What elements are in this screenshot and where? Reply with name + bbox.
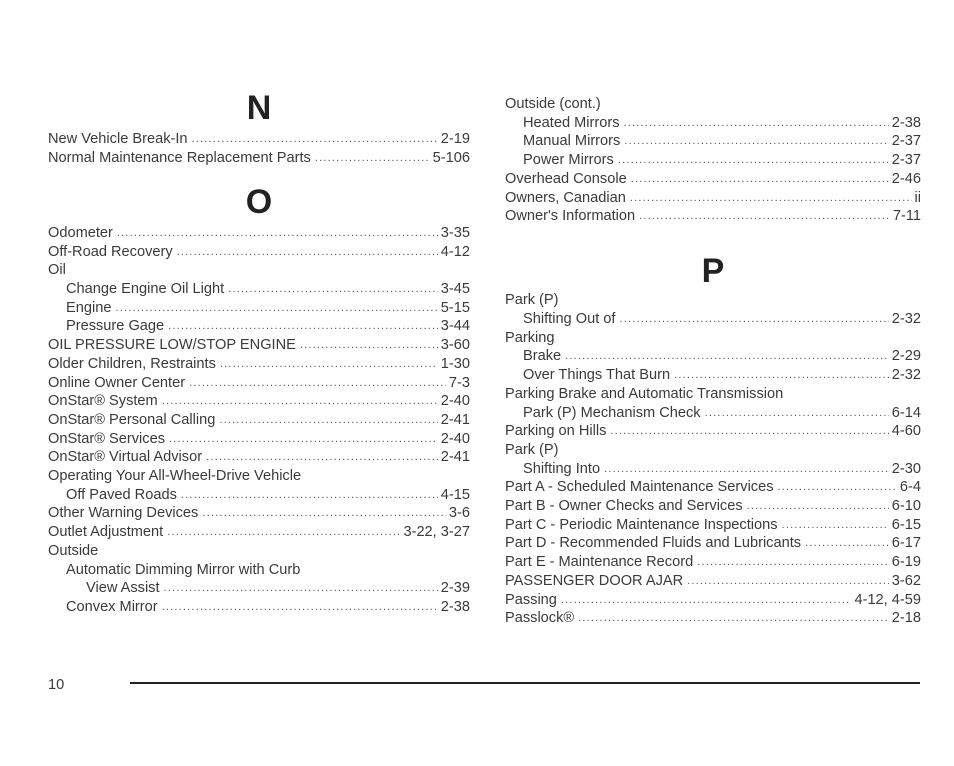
entry-label: Overhead Console — [505, 170, 627, 187]
index-entry — [48, 374, 470, 393]
index-entry — [505, 516, 921, 535]
index-entry — [505, 441, 921, 460]
dot-leader — [181, 486, 438, 505]
entry-page-ref: 2-37 — [891, 133, 921, 150]
entry-page-ref: 2-41 — [440, 449, 470, 466]
entry-label: Part C - Periodic Maintenance Inspections — [505, 516, 778, 533]
index-entry — [48, 598, 470, 617]
entry-page-ref: 2-39 — [440, 580, 470, 597]
index-entry — [48, 149, 470, 168]
index-entry — [505, 572, 921, 591]
index-entry — [48, 355, 470, 374]
dot-leader — [624, 114, 889, 133]
entry-page-ref: 6-15 — [891, 516, 921, 533]
entry-label: Parking on Hills — [505, 423, 607, 440]
entry-label: Park (P) — [505, 292, 559, 309]
index-entry — [505, 534, 921, 553]
entry-label: Engine — [66, 299, 112, 316]
index-entry — [48, 392, 470, 411]
dot-leader — [162, 392, 438, 411]
entry-label: Automatic Dimming Mirror with Curb — [66, 561, 301, 578]
dot-leader — [610, 422, 888, 441]
entry-label: OnStar® Personal Calling — [48, 411, 216, 428]
dot-leader — [115, 299, 437, 318]
section-letter-heading: N — [246, 89, 272, 127]
entry-label: Convex Mirror — [66, 598, 158, 615]
entry-label: Part D - Recommended Fluids and Lubricants — [505, 535, 802, 552]
entry-label: Part A - Scheduled Maintenance Services — [505, 479, 774, 496]
entry-label: Heated Mirrors — [523, 114, 620, 131]
dot-leader — [747, 497, 889, 516]
dot-leader — [177, 243, 438, 262]
index-entry — [505, 95, 921, 114]
entry-page-ref: 7-3 — [448, 374, 470, 391]
dot-leader — [300, 336, 438, 355]
entry-page-ref: 4-12 — [440, 243, 470, 260]
entry-page-ref: 2-40 — [440, 393, 470, 410]
dot-leader — [202, 504, 446, 523]
footer-rule — [130, 682, 920, 684]
entry-page-ref: 4-15 — [440, 486, 470, 503]
dot-leader — [630, 189, 912, 208]
entry-label: Operating Your All-Wheel-Drive Vehicle — [48, 468, 302, 484]
entry-page-ref: 3-22, 3-27 — [403, 524, 470, 541]
index-entry — [48, 243, 470, 262]
dot-leader — [697, 553, 889, 572]
entry-page-ref: 2-46 — [891, 170, 921, 187]
entry-label: View Assist — [86, 580, 160, 597]
index-entry — [505, 114, 921, 133]
section-letter-heading: O — [245, 182, 273, 221]
dot-leader — [219, 411, 437, 430]
dot-leader — [604, 460, 889, 479]
dot-leader — [618, 151, 889, 170]
index-entry — [48, 261, 470, 280]
entry-page-ref: 2-18 — [891, 610, 921, 627]
section-letter-heading: P — [701, 251, 725, 290]
entry-page-ref: 7-11 — [892, 208, 921, 225]
page-number: 10 — [48, 677, 65, 693]
index-entry — [505, 609, 921, 628]
entry-label: Power Mirrors — [523, 152, 614, 169]
entry-page-ref: 2-30 — [891, 460, 921, 477]
index-entry — [505, 170, 921, 189]
index-entry — [505, 366, 921, 385]
entry-label: Manual Mirrors — [523, 133, 621, 150]
entry-label: Older Children, Restraints — [48, 355, 216, 372]
index-entry — [48, 579, 470, 598]
index-entry — [48, 467, 470, 486]
entry-label: Owner's Information — [505, 208, 636, 225]
entry-label: Shifting Into — [523, 460, 601, 477]
index-entry — [505, 329, 921, 348]
dot-leader — [192, 130, 438, 149]
index-entry — [505, 291, 921, 310]
entry-label: Park (P) Mechanism Check — [523, 404, 701, 421]
index-entry — [48, 448, 470, 467]
index-entry — [505, 151, 921, 170]
entry-label: Park (P) — [505, 441, 559, 458]
entry-label: Passlock® — [505, 610, 575, 627]
entry-page-ref: 2-38 — [440, 598, 470, 615]
index-entry — [505, 189, 921, 208]
entry-label: Owners, Canadian — [505, 189, 626, 206]
entry-page-ref: 2-41 — [440, 411, 470, 428]
entry-label: Change Engine Oil Light — [66, 281, 225, 297]
entry-page-ref: 6-17 — [891, 535, 921, 552]
dot-leader — [228, 280, 438, 299]
index-entry — [48, 523, 470, 542]
index-entry — [505, 207, 921, 226]
entry-label: Part B - Owner Checks and Services — [505, 498, 743, 515]
dot-leader — [220, 355, 438, 374]
index-entry — [48, 504, 470, 523]
entry-label: Shifting Out of — [523, 311, 616, 328]
entry-label: OnStar® Virtual Advisor — [48, 449, 203, 466]
index-entry — [48, 299, 470, 318]
entry-page-ref: 2-32 — [891, 367, 921, 384]
entry-label: Outlet Adjustment — [48, 524, 164, 541]
entry-page-ref: 2-38 — [891, 114, 921, 131]
dot-leader — [561, 591, 852, 610]
entry-page-ref: 4-60 — [891, 423, 921, 440]
dot-leader — [117, 224, 438, 243]
entry-page-ref: 3-6 — [448, 505, 470, 522]
entry-label: Parking Brake and Automatic Transmission — [505, 385, 784, 402]
entry-label: OIL PRESSURE LOW/STOP ENGINE — [48, 337, 296, 354]
entry-label: Normal Maintenance Replacement Parts — [48, 150, 311, 167]
entry-label: Off-Road Recovery — [48, 243, 173, 260]
index-entry — [48, 542, 470, 561]
entry-page-ref: 6-14 — [891, 404, 921, 421]
entry-label: PASSENGER DOOR AJAR — [505, 572, 684, 589]
entry-label: OnStar® System — [48, 393, 158, 410]
entry-page-ref: 2-29 — [891, 348, 921, 365]
entry-page-ref: 6-10 — [891, 498, 921, 515]
entry-page-ref: 3-45 — [440, 281, 470, 297]
entry-label: Passing — [505, 591, 557, 608]
index-entry — [505, 478, 921, 497]
entry-page-ref: 2-37 — [891, 152, 921, 169]
entry-label: Off Paved Roads — [66, 486, 177, 503]
index-entry — [48, 336, 470, 355]
index-entry — [48, 317, 470, 336]
dot-leader — [639, 207, 890, 226]
entry-label: Online Owner Center — [48, 374, 186, 391]
entry-page-ref: 2-19 — [440, 131, 470, 148]
entry-page-ref: 2-40 — [440, 430, 470, 447]
dot-leader — [169, 430, 438, 449]
entry-page-ref: 3-60 — [440, 337, 470, 354]
entry-page-ref: 5-106 — [432, 150, 470, 167]
dot-leader — [315, 149, 430, 168]
dot-leader — [578, 609, 889, 628]
index-entry — [505, 497, 921, 516]
entry-label: Part E - Maintenance Record — [505, 554, 694, 571]
dot-leader — [619, 310, 888, 329]
index-entry — [505, 460, 921, 479]
entry-label: Outside — [48, 542, 99, 559]
entry-page-ref: 6-19 — [891, 554, 921, 571]
dot-leader — [687, 572, 889, 591]
entry-label: OnStar® Services — [48, 430, 165, 447]
index-entry — [48, 561, 470, 580]
entry-page-ref: ii — [914, 189, 921, 206]
entry-page-ref: 4-12, 4-59 — [854, 591, 921, 608]
entry-page-ref: 5-15 — [440, 299, 470, 316]
entry-label: Over Things That Burn — [523, 367, 671, 384]
index-entry — [48, 224, 470, 243]
entry-page-ref: 6-4 — [899, 479, 921, 496]
entry-label: Other Warning Devices — [48, 505, 199, 522]
index-entry — [505, 347, 921, 366]
entry-page-ref: 3-44 — [440, 318, 470, 335]
index-entry — [48, 411, 470, 430]
dot-leader — [164, 579, 438, 598]
dot-leader — [565, 347, 889, 366]
dot-leader — [167, 523, 400, 542]
dot-leader — [206, 448, 438, 467]
entry-label: Pressure Gage — [66, 318, 165, 335]
index-entry — [505, 553, 921, 572]
dot-leader — [162, 598, 438, 617]
entry-label: New Vehicle Break-In — [48, 131, 188, 148]
dot-leader — [189, 374, 446, 393]
index-entry — [48, 280, 470, 299]
index-entry — [505, 422, 921, 441]
entry-page-ref: 3-35 — [440, 224, 470, 241]
dot-leader — [782, 516, 889, 535]
index-entry — [48, 486, 470, 505]
entry-page-ref: 2-32 — [891, 311, 921, 328]
entry-label: Outside (cont.) — [505, 96, 601, 112]
entry-page-ref: 1-30 — [440, 355, 470, 372]
entry-label: Brake — [523, 348, 562, 365]
index-entry — [505, 310, 921, 329]
dot-leader — [624, 132, 888, 151]
index-entry — [505, 404, 921, 423]
entry-label: Odometer — [48, 224, 113, 241]
index-entry — [505, 132, 921, 151]
entry-label: Oil — [48, 262, 66, 279]
index-entry — [48, 130, 470, 149]
dot-leader — [778, 478, 897, 497]
index-entry — [505, 385, 921, 404]
dot-leader — [674, 366, 889, 385]
entry-label: Parking — [505, 329, 555, 346]
entry-page-ref: 3-62 — [891, 572, 921, 589]
dot-leader — [805, 534, 889, 553]
dot-leader — [705, 404, 889, 423]
dot-leader — [168, 317, 438, 336]
index-entry — [48, 430, 470, 449]
index-entry — [505, 591, 921, 610]
dot-leader — [631, 170, 889, 189]
